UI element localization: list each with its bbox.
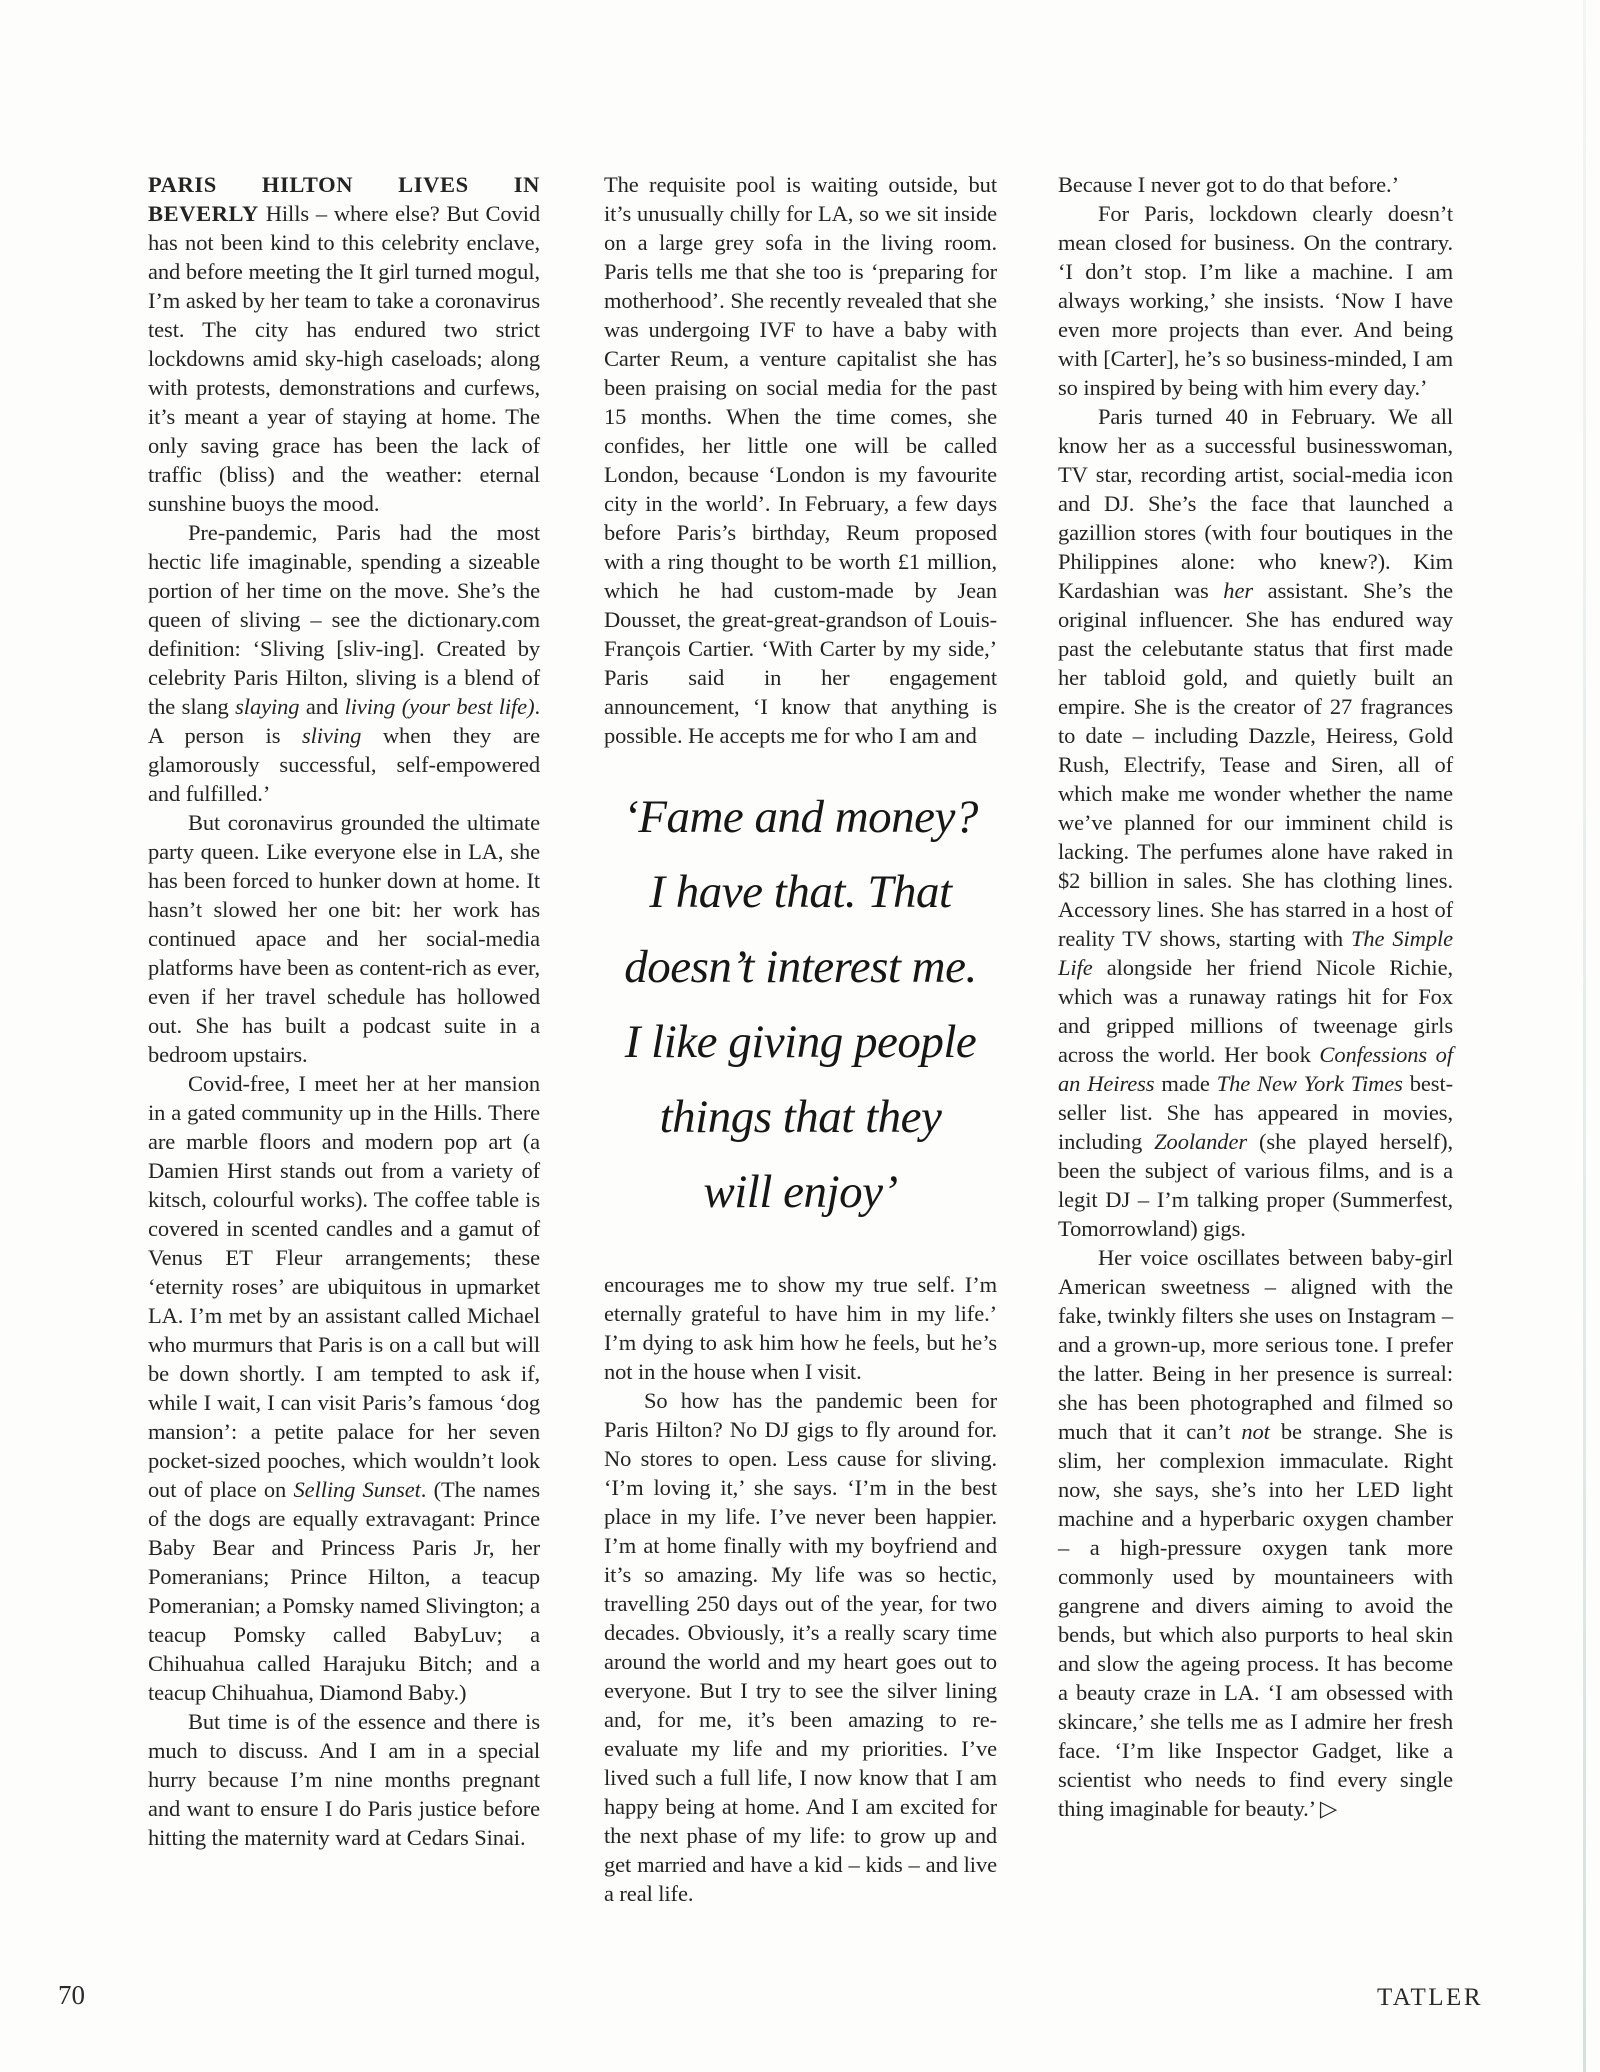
pull-quote-line: will enjoy’: [703, 1166, 898, 1218]
pull-quote-line: doesn’t interest me.: [624, 941, 977, 993]
magazine-name: TATLER: [1376, 1984, 1483, 2011]
paragraph: Covid-free, I meet her at her mansion in a gated community up in the Hills. There are marble floors and modern pop art (a Damien Hirst stands out from a variety of kitsch, colourful works). The coffee table is covered in scented candles and a gamut of Venus ET Fleur arrangements; these ‘eternity roses’ are ubiquitous in upmarket LA. I’m met by an assistant called Michael who murmurs that Paris is on a call but will be down shortly. I am tempted to ask if, while I wait, I can visit Paris’s famous ‘dog mansion’: a petite palace for her seven pocket-sized pooches, which wouldn’t look out of place on Selling Sunset. (The names of the dogs are equally extravagant: Prince Baby Bear and Princess Paris Jr, her Pomeranians; Prince Hilton, a teacup Pomeranian; a Pomsky named Slivington; a teacup Pomsky called BabyLuv; a Chihuahua called Harajuku Bitch; and a teacup Chihuahua, Diamond Baby.): [148, 1071, 540, 1705]
paragraph: For Paris, lockdown clearly doesn’t mean closed for business. On the contrary. ‘I don’t stop. I’m like a machine. I am always working,’ she insists. ‘Now I have even more projects than ever. And being with [Carter], he’s so business-minded, I am so inspired by being with him every day.’: [1058, 201, 1453, 400]
paragraph: Pre-pandemic, Paris had the most hectic life imaginable, spending a sizeable portion of her time on the move. She’s the queen of sliving – see the dictionary.com definition: ‘Sliving [sliv-ing]. Created by celebrity Paris Hilton, sliving is a blend of the slang slaying and living (your best life). A person is sliving when they are glamorously successful, self-empowered and fulfilled.’: [148, 520, 540, 806]
paragraph-lede: PARIS HILTON LIVES IN BEVERLY Hills – where else? But Covid has not been kind to this celebrity enclave, and before meeting the It girl turned mogul, I’m asked by her team to take a coronavirus test. The city has endured two strict lockdowns amid sky-high caseloads; along with protests, demonstrations and curfews, it’s meant a year of staying at home. The only saving grace has been the lack of traffic (bliss) and the weather: eternal sunshine buoys the mood.: [148, 172, 540, 516]
paragraph-continuation: Because I never got to do that before.’: [1058, 172, 1399, 197]
pull-quote: [604, 780, 997, 1230]
pull-quote-line: I have that. That: [649, 866, 952, 918]
paragraph: Paris turned 40 in February. We all know her as a successful businesswoman, TV star, recording artist, social-media icon and DJ. She’s the face that launched a gazillion stores (with four boutiques in the Philippines alone: who knew?). Kim Kardashian was her assistant. She’s the original influencer. She has endured way past the celebutante status that first made her tabloid gold, and quietly built an empire. She is the creator of 27 fragrances to date – including Dazzle, Heiress, Gold Rush, Electrify, Tease and Siren, all of which make me wonder whether the name we’ve planned for our imminent child is lacking. The perfumes alone have raked in $2 billion in sales. She has clothing lines. Accessory lines. She has starred in a host of reality TV shows, starting with The Simple Life alongside her friend Nicole Richie, which was a runaway ratings hit for Fox and gripped millions of tweenage girls across the world. Her book Confessions of an Heiress made The New York Times best-seller list. She has appeared in movies, including Zoolander (she played herself), been the subject of various films, and is a legit DJ – I’m talking proper (Summerfest, Tomorrowland) gigs.: [1058, 404, 1454, 1241]
paragraph: So how has the pandemic been for Paris Hilton? No DJ gigs to fly around for. No stores to open. Less cause for sliving. ‘I’m loving it,’ she says. ‘I’m in the best place in my life. I’ve never been happier. I’m at home finally with my boyfriend and it’s so amazing. My life was so hectic, travelling 250 days out of the year, for two decades. Obviously, it’s a really scary time around the world and my heart goes out to everyone. But I try to see the silver lining and, for me, it’s been amazing to re-evaluate my life and my priorities. I’ve lived such a full life, I now know that I am happy being at home. And I am excited for the next phase of my life: to grow up and get married and have a kid – kids – and live a real life.: [604, 1388, 997, 1906]
article-column-2: [604, 170, 997, 1908]
paragraph: The requisite pool is waiting outside, but it’s unusually chilly for LA, so we sit inside on a large grey sofa in the living room. Paris tells me that she too is ‘preparing for motherhood’. She recently revealed that she was undergoing IVF to have a baby with Carter Reum, a venture capitalist she has been praising on social media for the past 15 months. When the time comes, she confides, her little one will be called London, because ‘London is my favourite city in the world’. In February, a few days before Paris’s birthday, Reum proposed with a ring thought to be worth £1 million, which he had custom-made by Jean Dousset, the great-great-grandson of Louis-François Cartier. ‘With Carter by my side,’ Paris said in her engagement announcement, ‘I know that anything is possible. He accepts me for who I am and: [604, 172, 997, 748]
page-edge-shadow: [1583, 0, 1586, 2072]
pull-quote-line: I like giving people: [624, 1016, 977, 1068]
paragraph: Her voice oscillates between baby-girl American sweetness – aligned with the fake, twinkly filters she uses on Instagram – and a grown-up, more serious tone. I prefer the latter. Being in her presence is surreal: she has been photographed and filmed so much that it can’t not be strange. She is slim, her complexion immaculate. Right now, she says, she’s into her LED light machine and a hyperbaric oxygen chamber – a high-pressure oxygen tank more commonly used by mountaineers with gangrene and divers aiming to avoid the bends, but which also purports to heal skin and slow the ageing process. It has become a beauty craze in LA. ‘I am obsessed with skincare,’ she tells me as I admire her fresh face. ‘I’m like Inspector Gadget, like a scientist who needs to find every single thing imaginable for beauty.’ ▷: [1058, 1245, 1453, 1821]
pull-quote-line: ‘Fame and money?: [623, 791, 978, 843]
paragraph: But time is of the essence and there is much to discuss. And I am in a special hurry because I’m nine months pregnant and want to ensure I do Paris justice before hitting the maternity ward at Cedars Sinai.: [148, 1709, 540, 1850]
pull-quote-line: things that they: [659, 1091, 942, 1143]
article-column-1: [148, 170, 540, 1852]
page-number: 70: [58, 1980, 85, 2010]
article-column-3: [1058, 170, 1453, 1823]
paragraph: But coronavirus grounded the ultimate party queen. Like everyone else in LA, she has been forced to hunker down at home. It hasn’t slowed her one bit: her work has continued apace and her social-media platforms have been as content-rich as ever, even if her travel schedule has hollowed out. She has built a podcast suite in a bedroom upstairs.: [148, 810, 540, 1067]
paragraph-continuation: encourages me to show my true self. I’m eternally grateful to have him in my life.’ I’m dying to ask him how he feels, but he’s not in the house when I visit.: [604, 1272, 997, 1384]
